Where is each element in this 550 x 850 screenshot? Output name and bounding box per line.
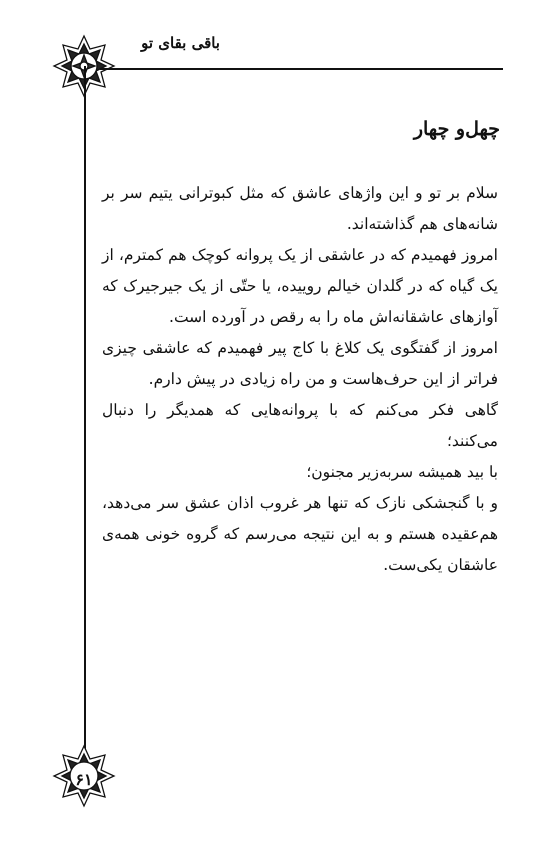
- paragraph: گاهی فکر می‌کنم که با پروانه‌هایی که همدیگر را دنبال می‌کنند؛: [102, 401, 498, 450]
- body-text: [102, 178, 498, 581]
- chapter-title: چهل‌و چهار: [413, 118, 500, 140]
- page-number: ۶۱: [75, 770, 93, 789]
- running-title: باقی بقای تو: [141, 34, 220, 52]
- paragraph: و با گنجشکی نازک که تنها هر غروب اذان عشق سر می‌دهد، هم‌عقیده هستم و به این نتیجه می‌رسم که گروه خونی همه‌ی عاشقان یکی‌ست.: [102, 494, 498, 574]
- paragraph: امروز از گفتگوی یک کلاغ با کاج پیر فهمیدم که عاشقی چیزی فراتر از این حرف‌هاست و من راه زیادی در پیش دارم.: [102, 339, 498, 388]
- paragraph: با بید همیشه سربه‌زیر مجنون؛: [306, 463, 498, 481]
- paragraph: سلام بر تو و این واژهای عاشق که مثل کبوترانی یتیم سر بر شانه‌های هم گذاشته‌اند.: [102, 184, 498, 233]
- paragraph: امروز فهمیدم که در عاشقی از یک پروانه کوچک هم کمترم، از یک گیاه که در گلدان خیالم روییده، یا حتّی از یک جیرجیرک که آوازهای عاشقانه‌اش ماه را به رقص در آورده است.: [102, 246, 498, 326]
- header-rule: [100, 68, 503, 70]
- margin-rule: [84, 66, 86, 772]
